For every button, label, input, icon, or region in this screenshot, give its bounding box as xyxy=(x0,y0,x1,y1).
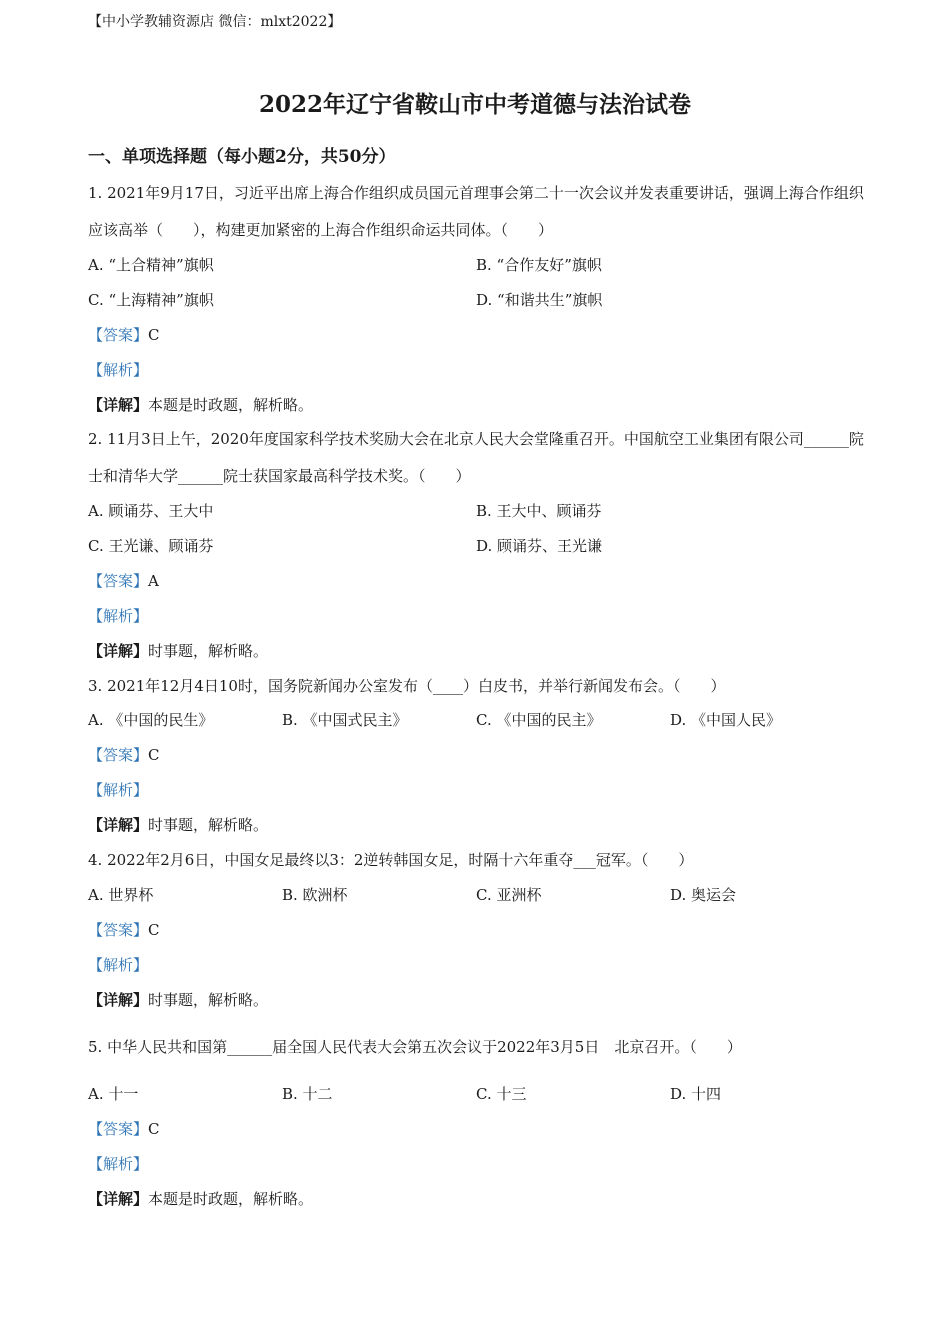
answer-label: 【答案】 xyxy=(88,326,149,344)
question-1-detail xyxy=(88,393,313,417)
answer-label: 【答案】 xyxy=(88,1120,149,1138)
answer-label: 【答案】 xyxy=(88,921,149,939)
section-title: 一、单项选择题（每小题2分，共50分） xyxy=(88,147,396,167)
question-3-option-a: A. 《中国的民生》 xyxy=(88,711,214,729)
detail-text: 时事题，解析略。 xyxy=(148,642,269,660)
answer-value: C xyxy=(148,921,160,939)
question-2-detail xyxy=(88,639,268,663)
question-4-option-b: B. 欧洲杯 xyxy=(282,886,348,904)
detail-label: 【详解】 xyxy=(88,1190,149,1208)
question-5-option-a: A. 十一 xyxy=(88,1085,139,1103)
question-5-answer xyxy=(88,1117,160,1141)
detail-text: 时事题，解析略。 xyxy=(148,991,269,1009)
answer-value: C xyxy=(148,746,160,764)
question-5-analysis xyxy=(88,1152,148,1176)
answer-value: C xyxy=(148,326,160,344)
question-1-option-c: C. “上海精神”旗帜 xyxy=(88,291,214,309)
detail-text: 时事题，解析略。 xyxy=(148,816,269,834)
question-2-analysis xyxy=(88,604,148,628)
header-note: 【中小学教辅资源店 微信：mlxt2022】 xyxy=(88,14,342,30)
question-3-option-d: D. 《中国人民》 xyxy=(670,711,782,729)
question-3-option-c: C. 《中国的民主》 xyxy=(476,711,602,729)
analysis-label: 【解析】 xyxy=(88,361,149,379)
question-4-analysis xyxy=(88,953,148,977)
question-4-answer xyxy=(88,918,160,942)
question-5-stem: 5. 中华人民共和国第______届全国人民代表大会第五次会议于2022年3月5日 北京召开。（ ） xyxy=(88,1038,742,1056)
question-1-stem: 1. 2021年9月17日，习近平出席上海合作组织成员国元首理事会第二十一次会议并发表重要讲话，强调上海合作组织应该高举（ ），构建更加紧密的上海合作组织命运共同体。（ ） xyxy=(88,184,864,239)
question-5-option-b: B. 十二 xyxy=(282,1085,333,1103)
question-3-detail xyxy=(88,813,268,837)
question-2-stem: 2. 11月3日上午，2020年度国家科学技术奖励大会在北京人民大会堂隆重召开。中国航空工业集团有限公司______院士和清华大学______院士获国家最高科学技术奖。（ ） xyxy=(88,430,864,485)
detail-label: 【详解】 xyxy=(88,816,149,834)
question-1-option-a: A. “上合精神”旗帜 xyxy=(88,256,214,274)
question-1-option-d: D. “和谐共生”旗帜 xyxy=(476,291,603,309)
detail-label: 【详解】 xyxy=(88,396,149,414)
detail-label: 【详解】 xyxy=(88,991,149,1009)
question-1-analysis xyxy=(88,358,148,382)
question-5-detail xyxy=(88,1187,313,1211)
question-4-option-a: A. 世界杯 xyxy=(88,886,154,904)
detail-text: 本题是时政题，解析略。 xyxy=(148,1190,314,1208)
question-4-option-c: C. 亚洲杯 xyxy=(476,886,542,904)
question-4-option-d: D. 奥运会 xyxy=(670,886,737,904)
question-3-answer xyxy=(88,743,160,767)
question-3-option-b: B. 《中国式民主》 xyxy=(282,711,408,729)
analysis-label: 【解析】 xyxy=(88,607,149,625)
question-2-option-b: B. 王大中、顾诵芬 xyxy=(476,502,602,520)
answer-label: 【答案】 xyxy=(88,572,149,590)
question-3-stem: 3. 2021年12月4日10时，国务院新闻办公室发布（____）白皮书，并举行新闻发布会。（ ） xyxy=(88,677,726,695)
question-5-option-c: C. 十三 xyxy=(476,1085,527,1103)
question-1-option-b: B. “合作友好”旗帜 xyxy=(476,256,602,274)
analysis-label: 【解析】 xyxy=(88,956,149,974)
answer-value: C xyxy=(148,1120,160,1138)
page-title: 2022年辽宁省鞍山市中考道德与法治试卷 xyxy=(258,91,691,118)
question-2-answer xyxy=(88,569,159,593)
detail-text: 本题是时政题，解析略。 xyxy=(148,396,314,414)
analysis-label: 【解析】 xyxy=(88,781,149,799)
question-2-option-a: A. 顾诵芬、王大中 xyxy=(88,502,214,520)
question-2-option-d: D. 顾诵芬、王光谦 xyxy=(476,537,603,555)
question-2-option-c: C. 王光谦、顾诵芬 xyxy=(88,537,214,555)
detail-label: 【详解】 xyxy=(88,642,149,660)
answer-label: 【答案】 xyxy=(88,746,149,764)
question-4-detail xyxy=(88,988,268,1012)
answer-value: A xyxy=(148,572,159,590)
question-4-stem: 4. 2022年2月6日，中国女足最终以3：2逆转韩国女足，时隔十六年重夺___冠军。（ ） xyxy=(88,851,694,869)
question-3-analysis xyxy=(88,778,148,802)
question-1-answer xyxy=(88,323,160,347)
analysis-label: 【解析】 xyxy=(88,1155,149,1173)
question-5-option-d: D. 十四 xyxy=(670,1085,722,1103)
